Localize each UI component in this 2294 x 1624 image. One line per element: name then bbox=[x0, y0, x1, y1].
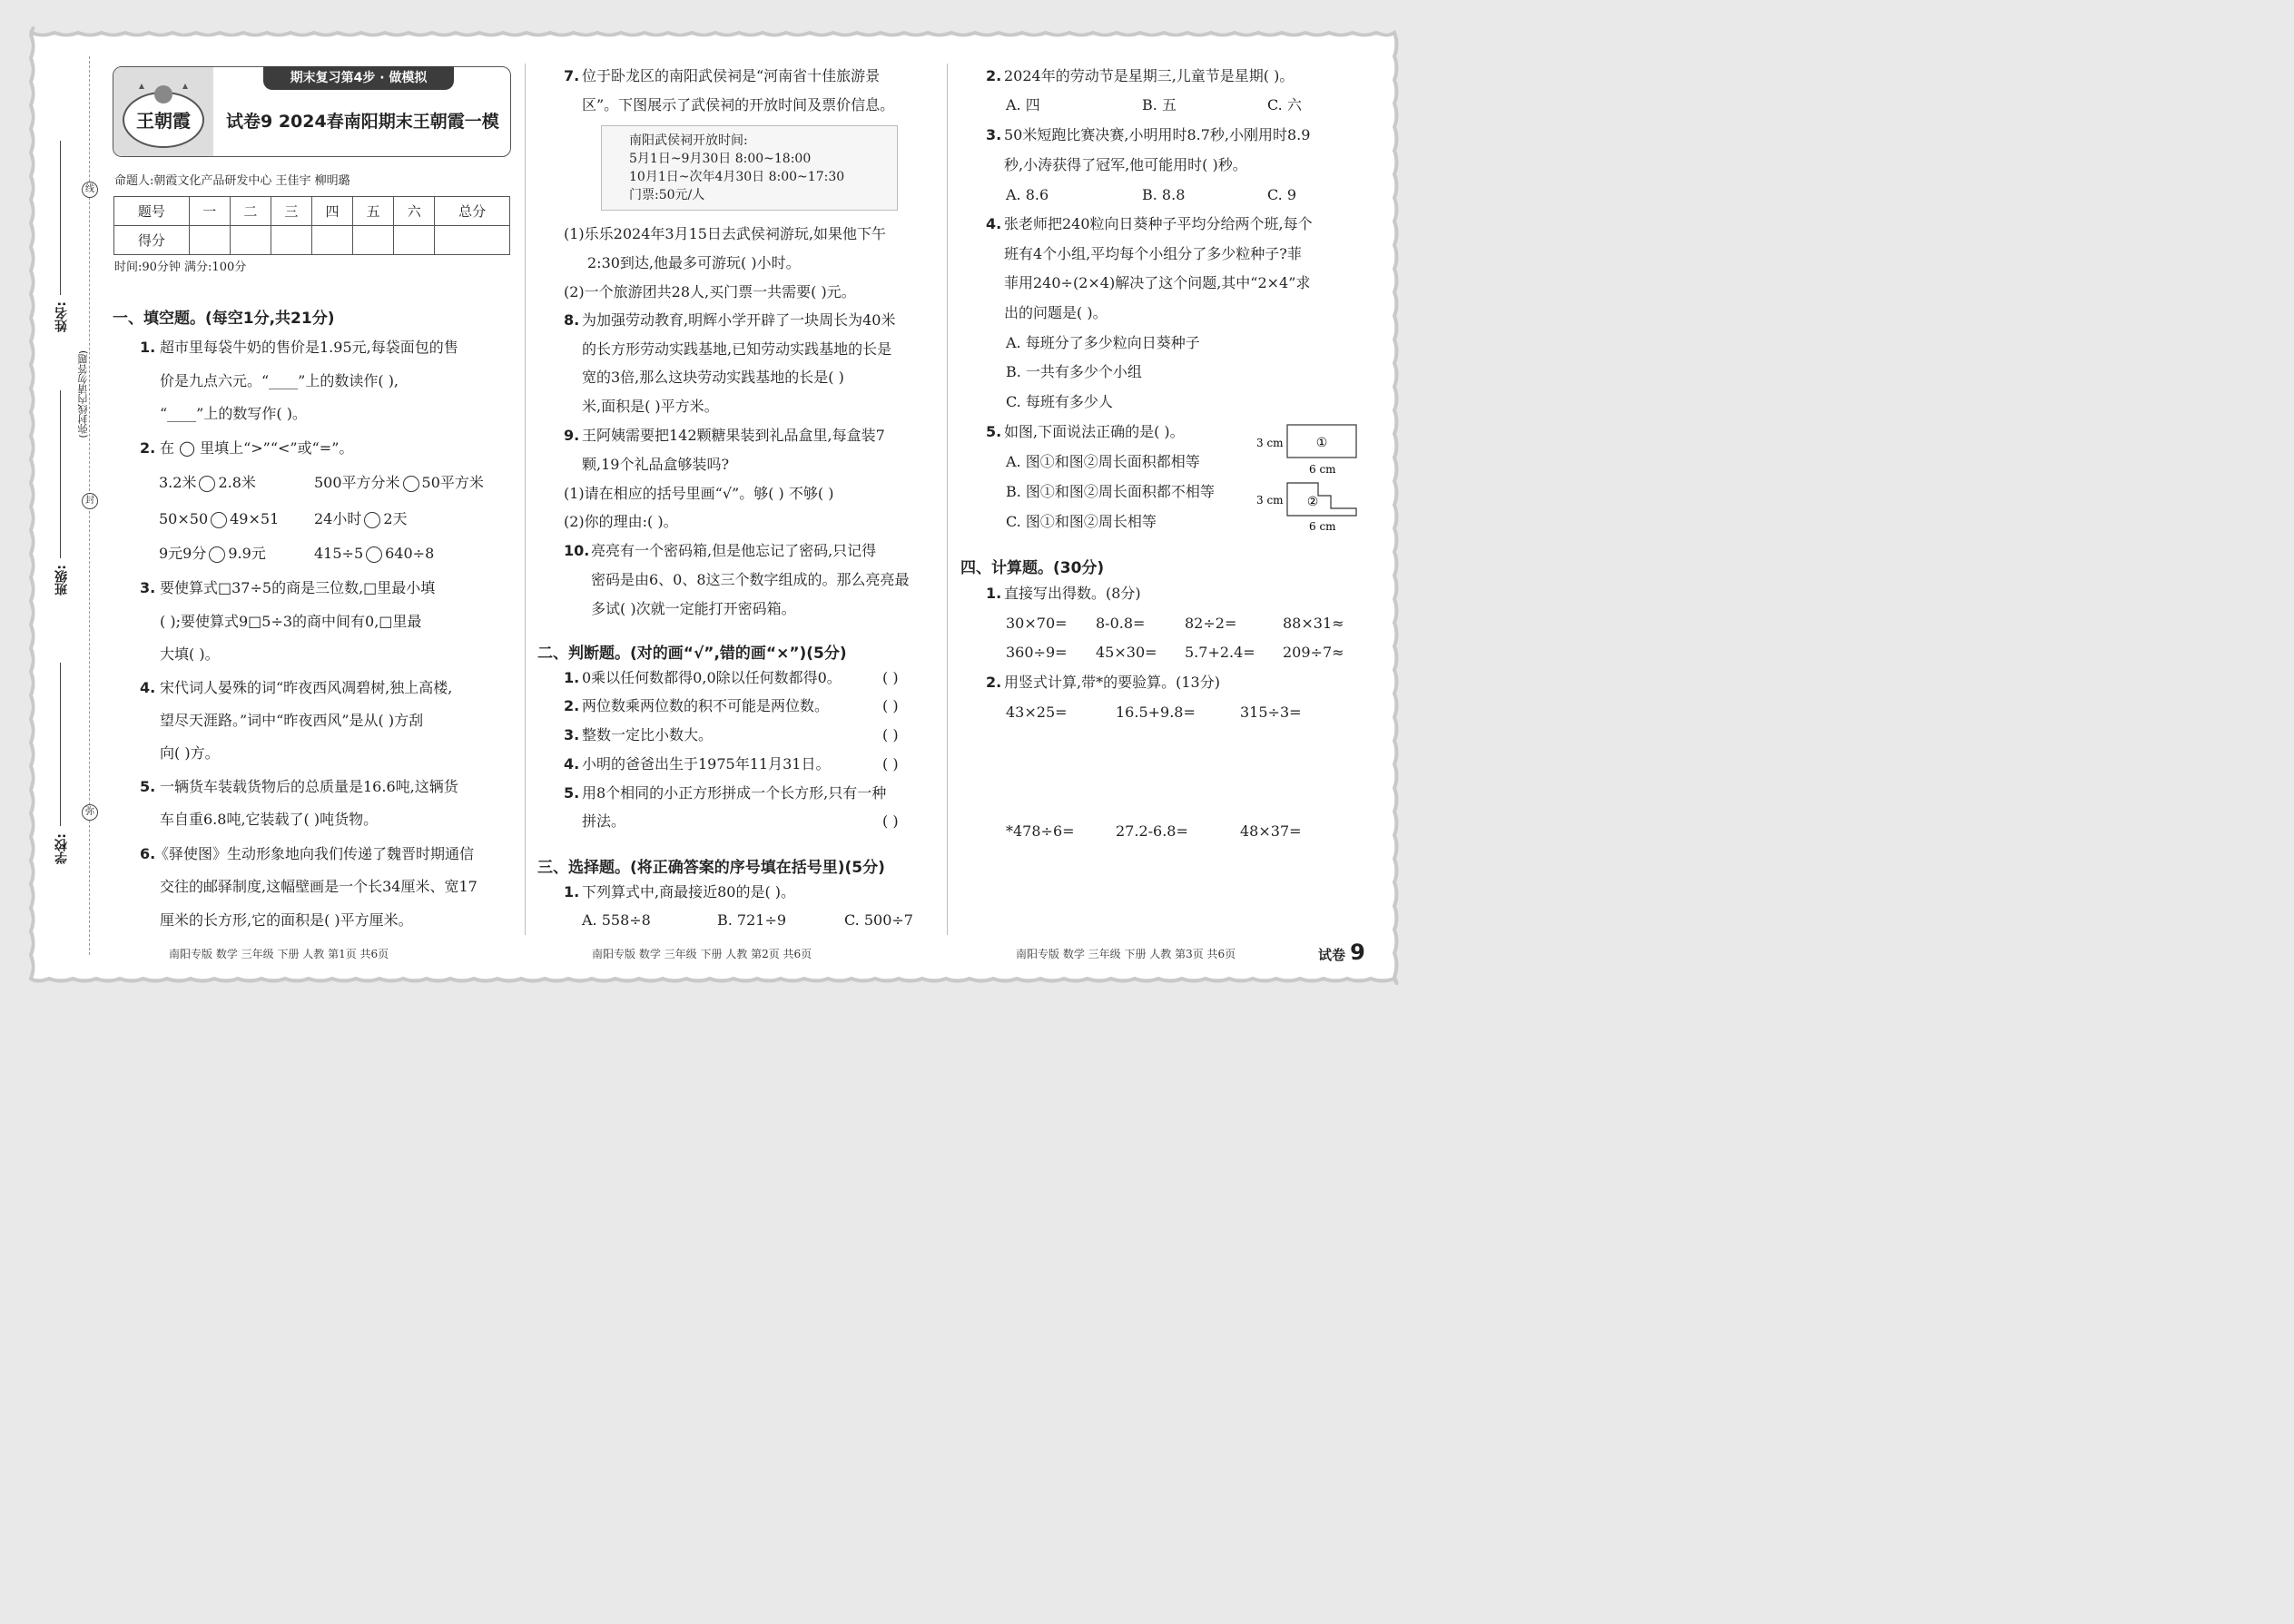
choice2-option-b: B. 五 bbox=[1142, 96, 1177, 113]
q4-number: 4. bbox=[140, 679, 156, 696]
q8-line1: 为加强劳动教育,明辉小学开辟了一块周长为40米 bbox=[582, 311, 896, 329]
oral-calc-item[interactable]: 360÷9= bbox=[1006, 644, 1068, 661]
choice4-line1: 张老师把240粒向日葵种子平均分给两个班,每个 bbox=[1004, 215, 1313, 232]
q8-line4[interactable]: 米,面积是( )平方米。 bbox=[582, 398, 719, 415]
score-header-cell: 题号 bbox=[114, 197, 190, 226]
choice4-option-c: C. 每班有多少人 bbox=[1006, 393, 1113, 410]
q1-number: 1. bbox=[140, 339, 156, 356]
q2-number: 2. bbox=[140, 439, 156, 457]
paper-badge-number: 9 bbox=[1350, 940, 1365, 965]
figure2-shape bbox=[1287, 483, 1356, 516]
judge-statement: 用8个相同的小正方形拼成一个长方形,只有一种 bbox=[582, 784, 887, 802]
q3-line2[interactable]: ( );要使算式9□5÷3的商中间有0,□里最 bbox=[160, 613, 422, 630]
q10-number: 10. bbox=[564, 542, 590, 559]
score-input-cell[interactable] bbox=[189, 226, 230, 255]
figure2-mark: ② bbox=[1306, 495, 1319, 509]
q10-line1: 亮亮有一个密码箱,但是他忘记了密码,只记得 bbox=[591, 542, 877, 559]
score-input-cell[interactable] bbox=[353, 226, 394, 255]
vertical-calc-2[interactable]: 16.5+9.8= bbox=[1116, 704, 1196, 721]
q2-row3-left: 9元9分 9.9元 bbox=[159, 545, 266, 562]
choice3-number: 3. bbox=[986, 126, 1002, 143]
authors: 命题人:朝霞文化产品研发中心 王佳宇 柳明璐 bbox=[114, 174, 350, 188]
exam-title: 试卷9 2024春南阳期末王朝霞一模 bbox=[226, 112, 499, 132]
footer-page3: 南阳专版 数学 三年级 下册 人教 第3页 共6页 bbox=[1016, 948, 1236, 960]
figure2-width: 6 cm bbox=[1309, 520, 1336, 533]
shape-figure bbox=[1251, 419, 1364, 536]
choice2-number: 2. bbox=[986, 67, 1002, 84]
score-header-cell: 二 bbox=[230, 197, 271, 226]
score-input-cell[interactable] bbox=[271, 226, 311, 255]
footer-page1: 南阳专版 数学 三年级 下册 人教 第1页 共6页 bbox=[169, 948, 389, 960]
q10-line2: 密码是由6、0、8这三个数字组成的。那么亮亮最 bbox=[591, 571, 910, 588]
vertical-calc-4[interactable]: *478÷6= bbox=[1006, 822, 1075, 840]
q2-row3-right: 415÷5 640÷8 bbox=[314, 545, 435, 562]
column-divider-2 bbox=[947, 64, 948, 935]
svg-text:王朝霞: 王朝霞 bbox=[136, 110, 191, 132]
section1-heading: 一、填空题。(每空1分,共21分) bbox=[113, 310, 335, 328]
q9-sub2[interactable]: (2)你的理由:( )。 bbox=[564, 513, 678, 530]
choice5-option-b: B. 图①和图②周长面积都不相等 bbox=[1006, 483, 1215, 500]
score-table bbox=[113, 196, 510, 255]
paper-badge-label: 试卷 bbox=[1318, 947, 1346, 963]
calc2-stem: 用竖式计算,带*的要验算。(13分) bbox=[1004, 674, 1220, 691]
section2-heading: 二、判断题。(对的画“√”,错的画“×”)(5分) bbox=[537, 645, 847, 663]
judge-number: 5. bbox=[564, 784, 580, 802]
q4-line3[interactable]: 向( )方。 bbox=[160, 744, 220, 762]
choice3-option-b: B. 8.8 bbox=[1142, 186, 1186, 203]
choice5-stem[interactable]: 如图,下面说法正确的是( )。 bbox=[1004, 423, 1185, 440]
q6-line2: 交往的邮驿制度,这幅壁画是一个长34厘米、宽17 bbox=[160, 878, 478, 895]
q5-number: 5. bbox=[140, 778, 156, 795]
vertical-calc-3[interactable]: 315÷3= bbox=[1240, 704, 1302, 721]
choice2-option-a: A. 四 bbox=[1006, 96, 1040, 113]
score-row-label: 得分 bbox=[114, 226, 190, 255]
judge-answer-paren[interactable]: ( ) bbox=[882, 669, 899, 686]
score-input-cell[interactable] bbox=[230, 226, 271, 255]
vertical-calc-6[interactable]: 48×37= bbox=[1240, 822, 1302, 840]
judge-answer-paren[interactable]: ( ) bbox=[882, 697, 899, 714]
q6-number: 6. bbox=[140, 845, 156, 862]
q5-line2[interactable]: 车自重6.8吨,它装载了( )吨货物。 bbox=[160, 811, 379, 828]
judge-answer-paren[interactable]: ( ) bbox=[882, 755, 899, 773]
choice5-option-c: C. 图①和图②周长相等 bbox=[1006, 513, 1157, 530]
choice4-line2: 班有4个小组,平均每个小组分了多少粒种子?菲 bbox=[1004, 245, 1302, 262]
q4-line2[interactable]: 望尽天涯路。”词中“昨夜西风”是从( )方刮 bbox=[160, 712, 424, 729]
seal-feng: 封 bbox=[82, 493, 98, 509]
judge-number: 3. bbox=[564, 726, 580, 743]
q2-row2-right: 24小时 2天 bbox=[314, 510, 408, 527]
q3-line1: 要使算式□37÷5的商是三位数,□里最小填 bbox=[160, 579, 436, 596]
q6-line3[interactable]: 厘米的长方形,它的面积是( )平方厘米。 bbox=[160, 911, 413, 929]
seal-note: (弥封线内请勿答题) bbox=[77, 350, 89, 438]
choice2-stem[interactable]: 2024年的劳动节是星期三,儿童节是星期( )。 bbox=[1004, 67, 1295, 84]
footer-page2: 南阳专版 数学 三年级 下册 人教 第2页 共6页 bbox=[592, 948, 812, 960]
q2-line1: 在 ◯ 里填上“>”“<”或“=”。 bbox=[160, 439, 354, 457]
q2-row1-right: 500平方分米 50平方米 bbox=[314, 474, 484, 491]
choice1-option-b: B. 721÷9 bbox=[717, 911, 787, 929]
oral-calc-item[interactable]: 82÷2= bbox=[1185, 615, 1237, 632]
score-header-cell: 四 bbox=[311, 197, 352, 226]
calc2-number: 2. bbox=[986, 674, 1002, 691]
compare-circle[interactable] bbox=[364, 512, 380, 528]
q5-line1: 一辆货车装载货物后的总质量是16.6吨,这辆货 bbox=[160, 778, 458, 795]
oral-calc-item[interactable]: 45×30= bbox=[1096, 644, 1157, 661]
figure1-mark: ① bbox=[1315, 436, 1328, 450]
q4-line1: 宋代词人晏殊的词“昨夜西风凋碧树,独上高楼, bbox=[160, 679, 453, 696]
compare-circle[interactable] bbox=[211, 512, 227, 528]
compare-circle[interactable] bbox=[366, 546, 382, 563]
choice3-option-c: C. 9 bbox=[1267, 186, 1297, 203]
q7-sub1-line2[interactable]: 2:30到达,他最多可游玩( )小时。 bbox=[587, 254, 801, 271]
section4-heading: 四、计算题。(30分) bbox=[960, 559, 1105, 577]
class-label: 班级: bbox=[54, 565, 69, 595]
oral-calc-item[interactable]: 30×70= bbox=[1006, 615, 1068, 632]
school-line[interactable] bbox=[60, 663, 61, 826]
q9-number: 9. bbox=[564, 427, 580, 444]
q3-line3[interactable]: 大填( )。 bbox=[160, 645, 220, 663]
score-header-cell: 六 bbox=[394, 197, 435, 226]
score-header-cell: 三 bbox=[271, 197, 311, 226]
score-header-cell: 一 bbox=[189, 197, 230, 226]
title-box bbox=[113, 66, 511, 157]
judge-statement: 小明的爸爸出生于1975年11月31日。 bbox=[582, 755, 831, 773]
choice1-stem[interactable]: 下列算式中,商最接近80的是( )。 bbox=[582, 883, 796, 901]
score-input-cell[interactable] bbox=[435, 226, 510, 255]
figure2-height: 3 cm bbox=[1256, 494, 1284, 507]
choice1-option-a: A. 558÷8 bbox=[582, 911, 651, 929]
q8-line3[interactable]: 宽的3倍,那么这块劳动实践基地的长是( ) bbox=[582, 369, 844, 386]
school-label: 学校: bbox=[54, 833, 69, 864]
oral-calc-item[interactable]: 5.7+2.4= bbox=[1185, 644, 1255, 661]
oral-calc-item[interactable]: 209÷7≈ bbox=[1283, 644, 1344, 661]
q3-number: 3. bbox=[140, 579, 156, 596]
judge-number: 2. bbox=[564, 697, 580, 714]
q9-line2: 颗,19个礼品盒够装吗? bbox=[582, 456, 730, 473]
q7-number: 7. bbox=[564, 67, 580, 84]
vertical-calc-1[interactable]: 43×25= bbox=[1006, 704, 1068, 721]
choice3-line1: 50米短跑比赛决赛,小明用时8.7秒,小刚用时8.9 bbox=[1004, 126, 1311, 143]
paper-badge bbox=[1318, 940, 1365, 965]
judge-answer-paren[interactable]: ( ) bbox=[882, 726, 899, 743]
section3-heading: 三、选择题。(将正确答案的序号填在括号里)(5分) bbox=[537, 859, 885, 877]
q9-line1: 王阿姨需要把142颗糖果装到礼品盒里,每盒装7 bbox=[582, 427, 885, 444]
choice4-option-b: B. 一共有多少个小组 bbox=[1006, 363, 1142, 380]
q2-row1-left: 3.2米 2.8米 bbox=[159, 474, 256, 491]
score-header-cell: 总分 bbox=[435, 197, 510, 226]
choice2-option-c: C. 六 bbox=[1267, 96, 1302, 113]
choice3-option-a: A. 8.6 bbox=[1006, 186, 1049, 203]
q9-sub1[interactable]: (1)请在相应的括号里画“√”。够( ) 不够( ) bbox=[564, 485, 834, 502]
score-header-cell: 五 bbox=[353, 197, 394, 226]
judge-statement: 0乘以任何数都得0,0除以任何数都得0。 bbox=[582, 669, 842, 686]
q8-number: 8. bbox=[564, 311, 580, 329]
oral-calc-item[interactable]: 8-0.8= bbox=[1096, 615, 1146, 632]
name-line[interactable] bbox=[60, 141, 61, 295]
choice4-number: 4. bbox=[986, 215, 1002, 232]
logo bbox=[113, 67, 213, 156]
compare-circle[interactable] bbox=[209, 546, 225, 563]
q6-line1: 《驿使图》生动形象地向我们传递了魏晋时期通信 bbox=[154, 845, 475, 862]
choice5-number: 5. bbox=[986, 423, 1002, 440]
q7-line1: 位于卧龙区的南阳武侯祠是“河南省十佳旅游景 bbox=[582, 67, 881, 84]
score-input-cell[interactable] bbox=[311, 226, 352, 255]
choice3-line2[interactable]: 秒,小涛获得了冠军,他可能用时( )秒。 bbox=[1004, 156, 1247, 173]
vertical-calc-5[interactable]: 27.2-6.8= bbox=[1116, 822, 1188, 840]
figure1-height: 3 cm bbox=[1256, 437, 1284, 449]
judge-statement: 两位数乘两位数的积不可能是两位数。 bbox=[582, 697, 830, 714]
seal-mi: 弥 bbox=[82, 804, 98, 821]
q2-row2-left: 50×50 49×51 bbox=[159, 510, 280, 527]
choice1-number: 1. bbox=[564, 883, 580, 901]
q1-line1: 超市里每袋牛奶的售价是1.95元,每袋面包的售 bbox=[160, 339, 458, 356]
q7-sub2[interactable]: (2)一个旅游团共28人,买门票一共需要( )元。 bbox=[564, 283, 856, 300]
compare-circle[interactable] bbox=[403, 476, 419, 492]
calc1-number: 1. bbox=[986, 585, 1002, 602]
choice1-option-c: C. 500÷7 bbox=[844, 911, 913, 929]
judge-number: 1. bbox=[564, 669, 580, 686]
calc1-stem: 直接写出得数。(8分) bbox=[1004, 585, 1141, 602]
step-banner: 期末复习第4步 · 做模拟 bbox=[263, 66, 454, 90]
choice4-option-a: A. 每班分了多少粒向日葵种子 bbox=[1006, 334, 1200, 351]
class-line[interactable] bbox=[60, 390, 61, 558]
score-input-cell[interactable] bbox=[394, 226, 435, 255]
column-divider-1 bbox=[525, 64, 526, 935]
q7-sub1-line1: (1)乐乐2024年3月15日去武侯祠游玩,如果他下午 bbox=[564, 225, 887, 242]
q8-line2: 的长方形劳动实践基地,已知劳动实践基地的长是 bbox=[582, 340, 892, 358]
name-label: 姓名: bbox=[54, 301, 69, 332]
compare-circle[interactable] bbox=[199, 476, 215, 492]
judge-statement: 整数一定比小数大。 bbox=[582, 726, 714, 743]
judge-answer-paren[interactable]: ( ) bbox=[882, 812, 899, 830]
choice5-option-a: A. 图①和图②周长面积都相等 bbox=[1006, 453, 1200, 470]
exam-sheet bbox=[0, 0, 1423, 1008]
seal-xian: 线 bbox=[82, 182, 98, 198]
q1-line2[interactable]: 价是九点六元。“____”上的数读作( ), bbox=[160, 372, 399, 389]
judge-number: 4. bbox=[564, 755, 580, 773]
q1-line3[interactable]: “____”上的数写作( )。 bbox=[160, 405, 307, 422]
choice4-line4[interactable]: 出的问题是( )。 bbox=[1004, 304, 1108, 321]
q7-line2: 区”。下图展示了武侯祠的开放时间及票价信息。 bbox=[582, 96, 895, 113]
time-info: 时间:90分钟 满分:100分 bbox=[114, 261, 247, 274]
judge-statement-5-cont: 拼法。 bbox=[582, 812, 626, 830]
figure1-width: 6 cm bbox=[1309, 463, 1336, 476]
notice-board bbox=[601, 125, 898, 211]
q10-line3[interactable]: 多试( )次就一定能打开密码箱。 bbox=[591, 600, 796, 617]
oral-calc-item[interactable]: 88×31≈ bbox=[1283, 615, 1344, 632]
notice-text: 南阳武侯祠开放时间: 5月1日~9月30日 8:00~18:00 10月1日~次年4月30日 8:00~17:30 门票:50元/人 bbox=[629, 133, 845, 202]
choice4-line3: 菲用240÷(2×4)解决了这个问题,其中“2×4”求 bbox=[1004, 274, 1311, 291]
